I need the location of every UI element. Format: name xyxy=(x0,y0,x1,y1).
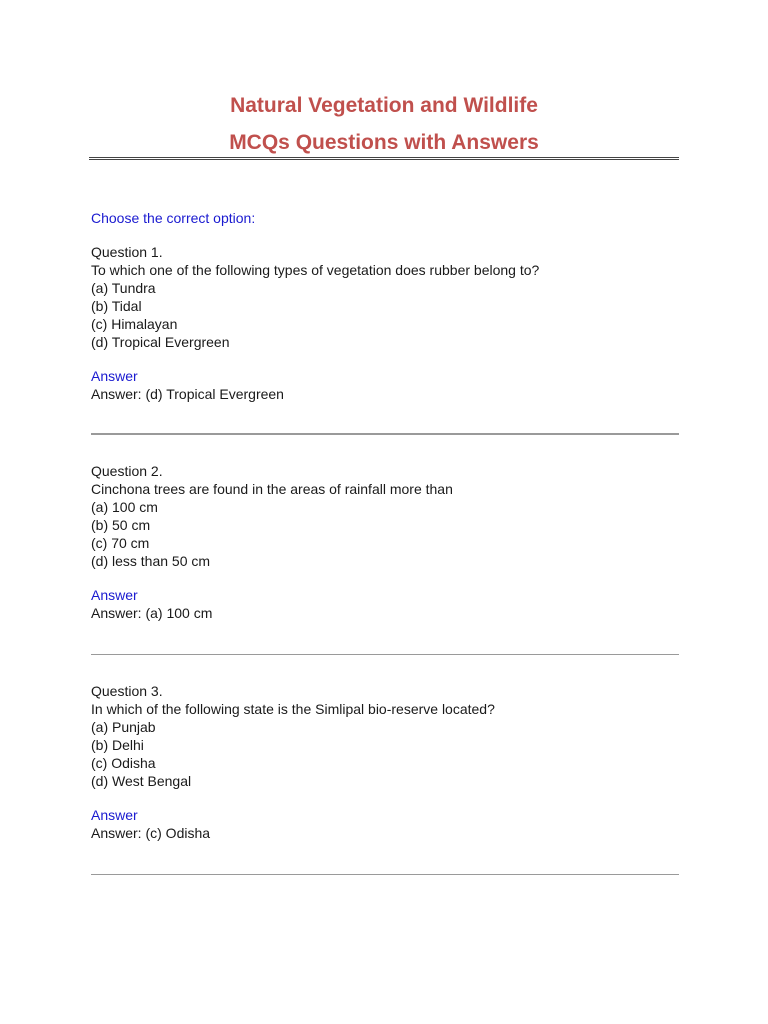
question-label: Question 2. xyxy=(91,463,163,479)
title-divider xyxy=(89,157,679,160)
question-block-3 xyxy=(91,682,681,842)
option-b: (b) Delhi xyxy=(91,737,144,753)
option-d: (d) West Bengal xyxy=(91,773,192,789)
answer-link[interactable]: Answer xyxy=(91,587,138,603)
option-c: (c) Himalayan xyxy=(91,316,178,332)
question-divider xyxy=(91,654,679,655)
question-text: To which one of the following types of vegetation does rubber belong to? xyxy=(91,262,540,278)
option-d: (d) less than 50 cm xyxy=(91,553,211,569)
question-label: Question 3. xyxy=(91,683,163,699)
question-block-1 xyxy=(91,243,681,403)
option-b: (b) 50 cm xyxy=(91,517,151,533)
answer-text: Answer: (a) 100 cm xyxy=(91,605,213,621)
answer-text: Answer: (c) Odisha xyxy=(91,825,211,841)
option-c: (c) Odisha xyxy=(91,755,156,771)
question-divider xyxy=(91,874,679,875)
option-a: (a) Punjab xyxy=(91,719,156,735)
question-block-2 xyxy=(91,462,681,622)
answer-text: Answer: (d) Tropical Evergreen xyxy=(91,386,284,402)
answer-link[interactable]: Answer xyxy=(91,368,138,384)
question-text: In which of the following state is the Simlipal bio-reserve located? xyxy=(91,701,495,717)
option-b: (b) Tidal xyxy=(91,298,142,314)
answer-link[interactable]: Answer xyxy=(91,807,138,823)
instruction-text: Choose the correct option: xyxy=(91,210,256,226)
question-text: Cinchona trees are found in the areas of rainfall more than xyxy=(91,481,453,497)
option-d: (d) Tropical Evergreen xyxy=(91,334,230,350)
option-c: (c) 70 cm xyxy=(91,535,150,551)
page-title: Natural Vegetation and Wildlife xyxy=(230,94,538,117)
question-divider xyxy=(91,433,679,435)
option-a: (a) 100 cm xyxy=(91,499,158,515)
option-a: (a) Tundra xyxy=(91,280,156,296)
page-subtitle: MCQs Questions with Answers xyxy=(229,131,539,154)
question-label: Question 1. xyxy=(91,244,163,260)
